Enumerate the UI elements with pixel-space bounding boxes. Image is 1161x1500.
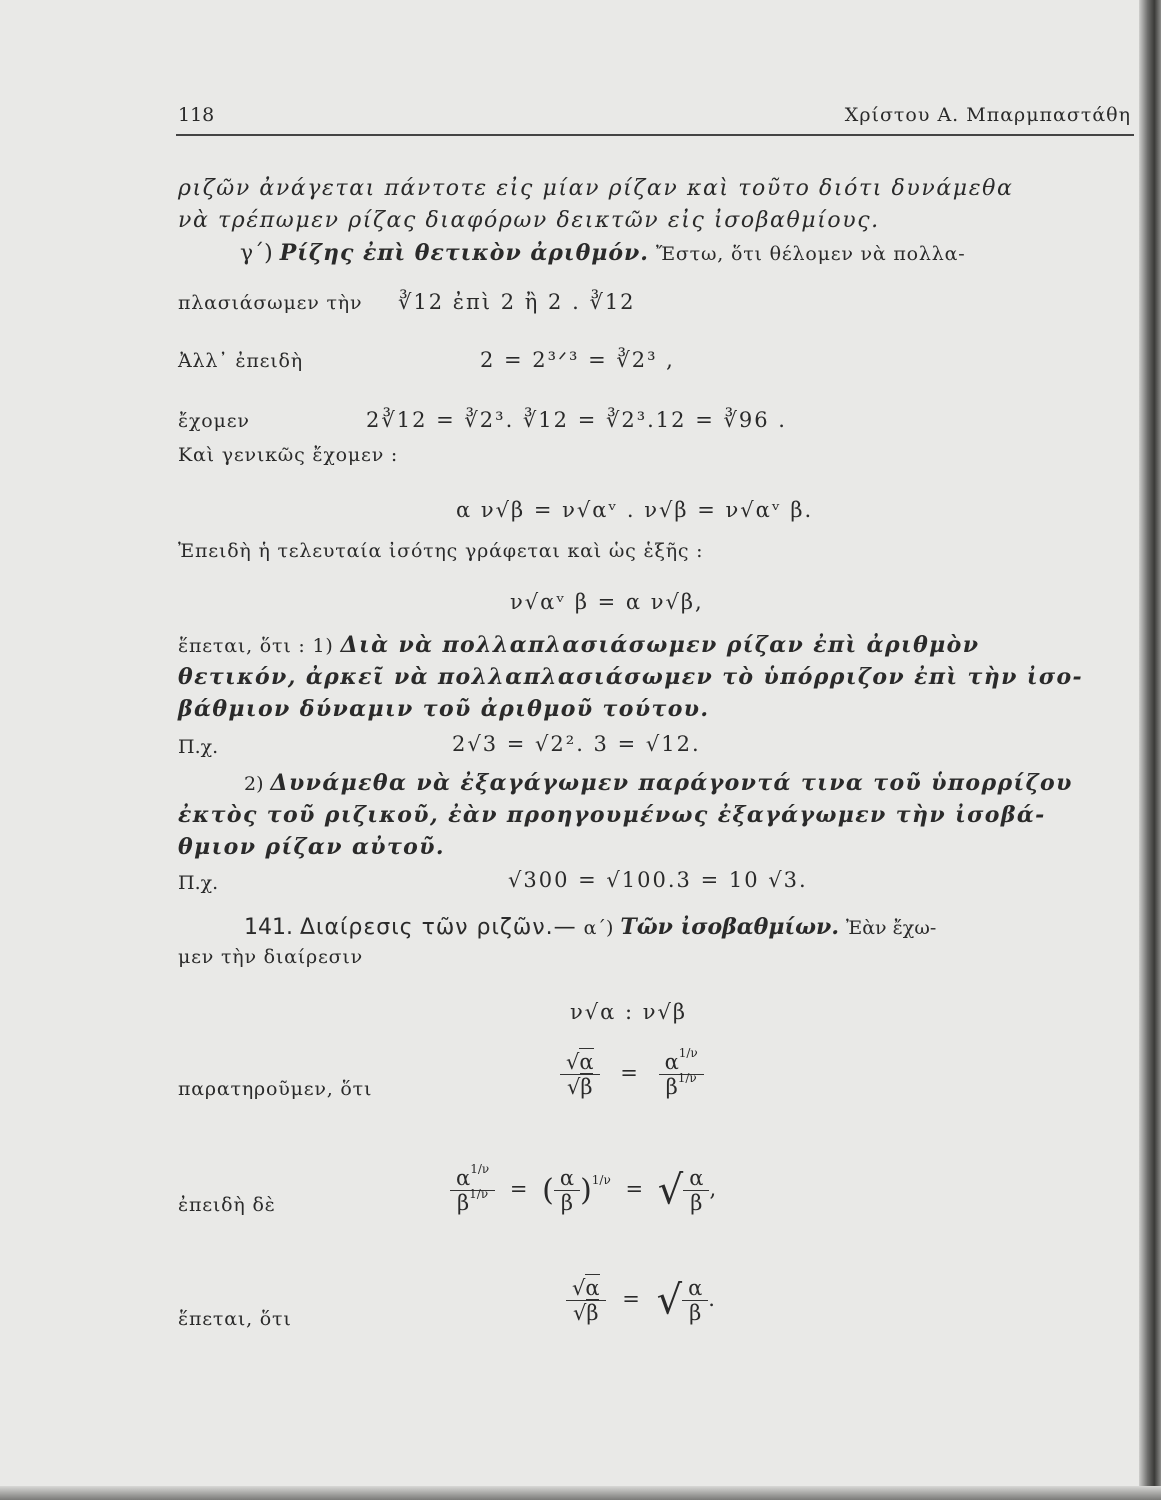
fraction-power-ratio: $\frac{\alpha^{1/\nu}}{\beta^{1/\nu}}$ bbox=[659, 1050, 704, 1099]
fraction-alpha-beta: $\frac{\alpha}{\beta}$ bbox=[554, 1166, 580, 1215]
subsection-label: γ΄) bbox=[240, 241, 273, 266]
formula-line-10: ν√αᵛ β = α ν√β, bbox=[510, 590, 704, 614]
section-141-rest: Ἐὰν ἔχω- bbox=[845, 917, 937, 939]
text-line-22-prefix: παρατηροῦμεν, ὅτι bbox=[178, 1078, 373, 1100]
text-line-4-prefix: πλασιάσωμεν τὴν bbox=[178, 292, 363, 314]
text-line-24-prefix: ἕπεται, ὅτι bbox=[178, 1308, 292, 1330]
running-title: Χρίστου Α. Μπαρμπαστάθη bbox=[844, 104, 1131, 126]
subsection-a-label: α΄) bbox=[583, 917, 614, 939]
header-rule bbox=[176, 134, 1134, 136]
rule-1-statement: Διὰ νὰ πολλαπλασιάσωμεν ρίζαν ἐπὶ ἀριθμὸν bbox=[340, 632, 980, 658]
numerator-radicand: α bbox=[579, 1050, 594, 1074]
denominator-radicand: β bbox=[580, 1075, 593, 1099]
text-line-20: μεν τὴν διαίρεσιν bbox=[178, 946, 364, 968]
text-line-15 bbox=[244, 770, 1073, 796]
equals-sign: = bbox=[622, 1287, 640, 1311]
fraction-power-ratio-2: $\frac{\alpha^{1/\nu}}{\beta^{1/\nu}}$ bbox=[450, 1166, 495, 1215]
page-edge-shadow bbox=[1139, 0, 1161, 1500]
fraction-equation-2: $\frac{\alpha^{1/\nu}}{\beta^{1/\nu}}$ = ( $\frac{\alpha}{\beta}$ )$^{1/\nu}$ = √ $\frac{\alpha}{\beta}$ , bbox=[450, 1166, 716, 1215]
text-line-1: ριζῶν ἀνάγεται πάντοτε εἰς μίαν ρίζαν καὶ τοῦτο διότι δυνάμεθα bbox=[178, 176, 1014, 201]
text-line-3-rest: Ἔστω, ὅτι θέλομεν νὰ πολλα- bbox=[655, 243, 966, 265]
text-line-23-prefix: ἐπειδὴ δὲ bbox=[178, 1194, 276, 1216]
text-line-9: Ἐπειδὴ ἡ τελευταία ἰσότης γράφεται καὶ ὡς ἑξῆς : bbox=[178, 540, 704, 562]
fraction-equation-1 bbox=[560, 1046, 704, 1099]
example-label-1: Π.χ. bbox=[178, 736, 219, 758]
text-line-12: θετικόν, ἀρκεῖ νὰ πολλαπλασιάσωμεν τὸ ὑπόρριζον ἐπὶ τὴν ἰσο- bbox=[178, 664, 1084, 690]
text-line-17: θμιον ρίζαν αὐτοῦ. bbox=[178, 834, 445, 860]
rule-2-label: 2) bbox=[244, 773, 264, 795]
formula-line-5: 2 = 2³ᐟ³ = ∛2³ , bbox=[480, 348, 675, 372]
section-number: 141. bbox=[244, 915, 293, 940]
equals-sign: = bbox=[509, 1177, 528, 1201]
subsection-a-title: Τῶν ἰσοβαθμίων. bbox=[620, 914, 839, 940]
equals-sign: = bbox=[625, 1177, 644, 1201]
text-line-2: νὰ τρέπωμεν ρίζας διαφόρων δεικτῶν εἰς ἰσοβαθμίους. bbox=[178, 208, 880, 233]
section-141-heading bbox=[244, 914, 936, 940]
text-line-6-prefix: ἔχομεν bbox=[178, 410, 250, 432]
formula-line-6: 2∛12 = ∛2³. ∛12 = ∛2³.12 = ∛96 . bbox=[366, 408, 787, 432]
radical-fraction: $\frac{\alpha}{\beta}$ bbox=[683, 1166, 709, 1215]
fraction-root-ratio: $\frac{√\alpha}{√\beta}$ bbox=[560, 1050, 600, 1099]
text-line-11-prefix: ἕπεται, ὅτι : 1) bbox=[178, 635, 334, 657]
formula-line-8: α ν√β = ν√αᵛ . ν√β = ν√αᵛ β. bbox=[456, 498, 814, 522]
equals-sign: = bbox=[620, 1061, 638, 1085]
text-line-5-prefix: Ἀλλ᾿ ἐπειδὴ bbox=[178, 350, 303, 372]
radical-fraction-2: $\frac{\alpha}{\beta}$ bbox=[682, 1276, 708, 1325]
formula-line-18: √300 = √100.3 = 10 √3. bbox=[508, 868, 808, 892]
section-title: Διαίρεσις τῶν ριζῶν.— bbox=[299, 915, 577, 940]
text-line-16: ἐκτὸς τοῦ ριζικοῦ, ἐὰν προηγουμένως ἐξαγάγωμεν τὴν ἰσοβά- bbox=[178, 802, 1046, 828]
page-bottom-shadow bbox=[0, 1486, 1161, 1500]
page-number: 118 bbox=[178, 104, 215, 126]
text-line-7: Καὶ γενικῶς ἔχομεν : bbox=[178, 444, 399, 466]
text-line-13: βάθμιον δύναμιν τοῦ ἀριθμοῦ τούτου. bbox=[178, 696, 710, 722]
fraction-equation-3: $\frac{√\alpha}{√\beta}$ = √ $\frac{\alpha}{\beta}$ . bbox=[566, 1276, 715, 1325]
text-line-3 bbox=[240, 240, 965, 266]
example-label-2: Π.χ. bbox=[178, 872, 219, 894]
rule-2-statement: Δυνάμεθα νὰ ἐξαγάγωμεν παράγοντά τινα τοῦ ὑπορρίζου bbox=[270, 770, 1073, 796]
subsection-title: Ρίζης ἐπὶ θετικὸν ἀριθμόν. bbox=[279, 240, 649, 266]
text-line-11 bbox=[178, 632, 979, 658]
formula-line-14: 2√3 = √2². 3 = √12. bbox=[452, 732, 701, 756]
formula-line-4: ∛12 ἐπὶ 2 ἢ 2 . ∛12 bbox=[398, 290, 636, 314]
formula-line-21: ν√α : ν√β bbox=[570, 1000, 688, 1024]
fraction-root-ratio-2: $\frac{√\alpha}{√\beta}$ bbox=[566, 1276, 606, 1325]
